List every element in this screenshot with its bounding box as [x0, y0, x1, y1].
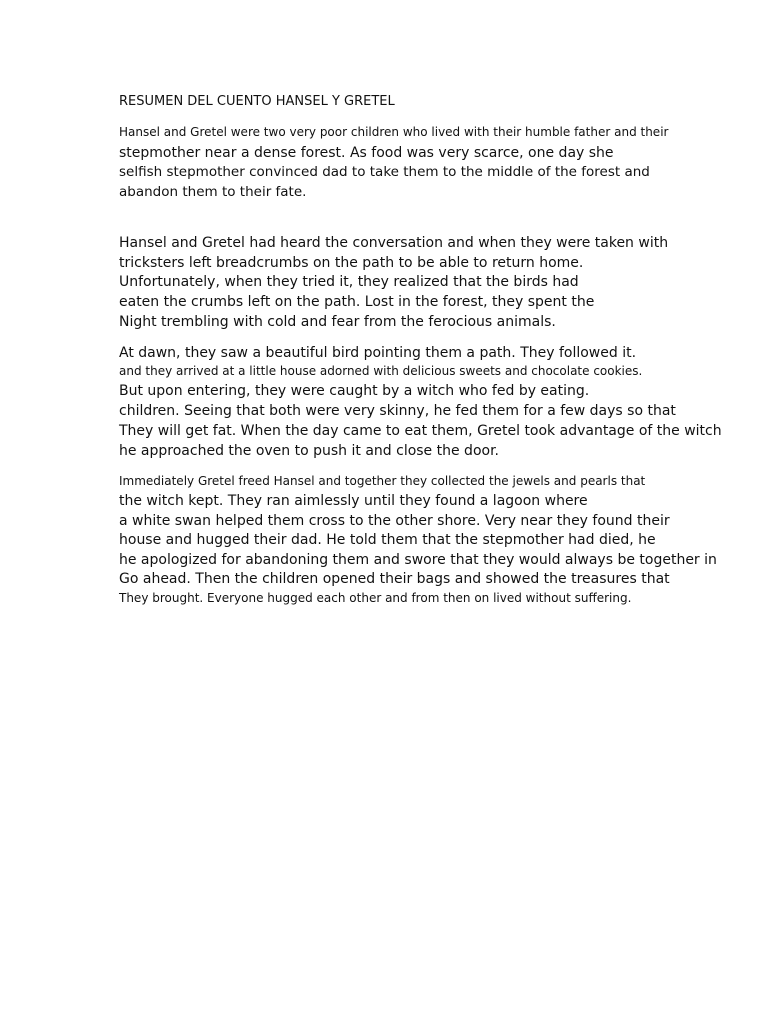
paragraph-line: eaten the crumbs left on the path. Lost in the forest, they spent the — [119, 294, 595, 310]
paragraph-line: he apologized for abandoning them and swore that they would always be together in — [119, 552, 717, 568]
paragraph-line: he approached the oven to push it and close the door. — [119, 443, 499, 459]
paragraph-line: stepmother near a dense forest. As food was very scarce, one day she — [119, 145, 614, 161]
paragraph-line: and they arrived at a little house adorned with delicious sweets and chocolate cookies. — [119, 364, 643, 378]
paragraph-line: selfish stepmother convinced dad to take them to the middle of the forest and — [119, 164, 650, 180]
paragraph-line: But upon entering, they were caught by a witch who fed by eating. — [119, 383, 590, 399]
paragraph-line: house and hugged their dad. He told them that the stepmother had died, he — [119, 532, 656, 548]
paragraph-line: tricksters left breadcrumbs on the path to be able to return home. — [119, 255, 584, 271]
document-title: RESUMEN DEL CUENTO HANSEL Y GRETEL — [119, 94, 395, 109]
paragraph-line: Unfortunately, when they tried it, they realized that the birds had — [119, 274, 579, 290]
paragraph-line: abandon them to their fate. — [119, 184, 307, 200]
paragraph-line: Go ahead. Then the children opened their bags and showed the treasures that — [119, 571, 670, 587]
paragraph-line: a white swan helped them cross to the other shore. Very near they found their — [119, 513, 670, 529]
paragraph-line: Hansel and Gretel were two very poor children who lived with their humble father and their — [119, 125, 669, 139]
paragraph-line: They brought. Everyone hugged each other and from then on lived without suffering. — [119, 591, 632, 605]
paragraph-line: Night trembling with cold and fear from the ferocious animals. — [119, 314, 556, 330]
paragraph-line: the witch kept. They ran aimlessly until they found a lagoon where — [119, 493, 588, 509]
paragraph-line: children. Seeing that both were very skinny, he fed them for a few days so that — [119, 403, 676, 419]
paragraph-line: They will get fat. When the day came to eat them, Gretel took advantage of the witch — [119, 423, 722, 439]
paragraph-line: At dawn, they saw a beautiful bird pointing them a path. They followed it. — [119, 345, 637, 361]
paragraph-line: Immediately Gretel freed Hansel and together they collected the jewels and pearls that — [119, 474, 646, 488]
paragraph-line: Hansel and Gretel had heard the conversation and when they were taken with — [119, 235, 669, 251]
